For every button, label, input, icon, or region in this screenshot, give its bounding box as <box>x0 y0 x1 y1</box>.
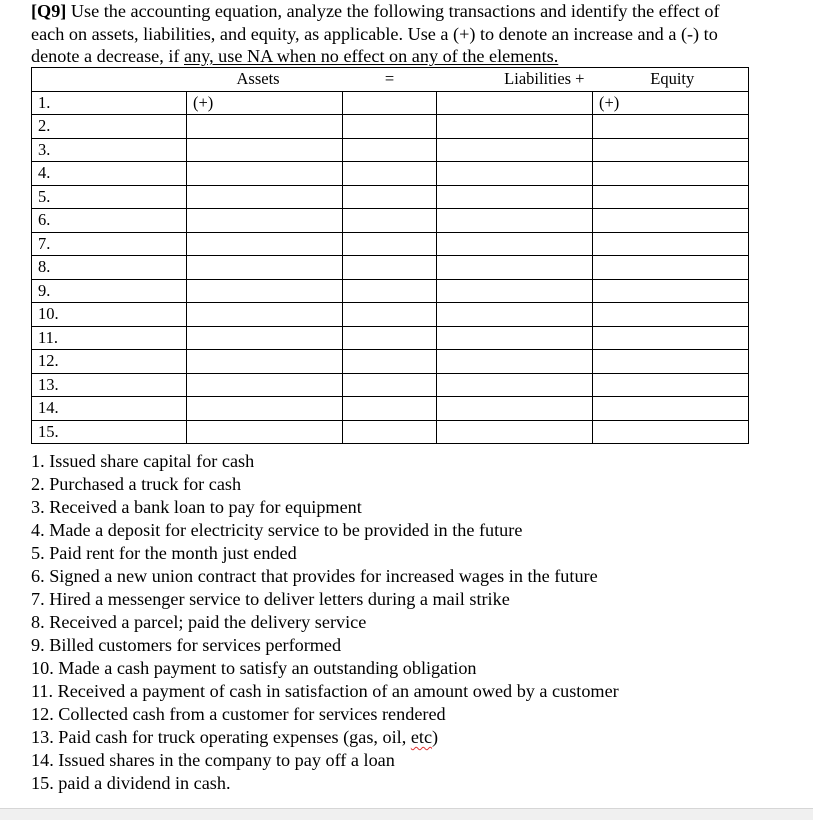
transaction-item: 5. Paid rent for the month just ended <box>31 543 297 563</box>
equals-cell[interactable] <box>343 397 437 421</box>
row-number-cell: 13. <box>32 373 187 397</box>
equity-cell[interactable] <box>593 232 749 256</box>
equity-cell[interactable] <box>593 138 749 162</box>
liabilities-cell[interactable] <box>437 350 593 374</box>
equity-cell[interactable] <box>593 279 749 303</box>
equals-cell[interactable] <box>343 185 437 209</box>
row-number-cell: 9. <box>32 279 187 303</box>
table-row <box>32 397 749 421</box>
equals-cell[interactable] <box>343 350 437 374</box>
equity-cell[interactable] <box>593 115 749 139</box>
table-row <box>32 420 749 444</box>
equals-cell[interactable] <box>343 162 437 186</box>
equals-cell[interactable] <box>343 209 437 233</box>
assets-cell[interactable]: (+) <box>187 91 343 115</box>
assets-cell[interactable] <box>187 350 343 374</box>
equals-cell[interactable] <box>343 91 437 115</box>
assets-cell[interactable] <box>187 303 343 327</box>
assets-cell[interactable] <box>187 162 343 186</box>
question-line-3: denote a decrease, if any, use NA when no effect on any of the elements. <box>31 46 559 66</box>
transaction-item: 10. Made a cash payment to satisfy an outstanding obligation <box>31 658 477 678</box>
table-row <box>32 115 749 139</box>
equals-cell[interactable] <box>343 373 437 397</box>
equity-cell[interactable] <box>593 373 749 397</box>
row-number-cell: 4. <box>32 162 187 186</box>
transaction-item: 8. Received a parcel; paid the delivery service <box>31 612 367 632</box>
transaction-item: 3. Received a bank loan to pay for equipment <box>31 497 362 517</box>
transaction-item: 14. Issued shares in the company to pay off a loan <box>31 750 395 770</box>
row-number-cell: 8. <box>32 256 187 280</box>
transaction-item: 12. Collected cash from a customer for services rendered <box>31 704 446 724</box>
table-row <box>32 350 749 374</box>
table-row <box>32 185 749 209</box>
assets-cell[interactable] <box>187 373 343 397</box>
row-number-cell: 6. <box>32 209 187 233</box>
equals-cell[interactable] <box>343 138 437 162</box>
liabilities-cell[interactable] <box>437 162 593 186</box>
question-line-2: each on assets, liabilities, and equity, as applicable. Use a (+) to denote an increase and a (-) to <box>31 23 718 44</box>
liabilities-cell[interactable] <box>437 232 593 256</box>
liabilities-cell[interactable] <box>437 326 593 350</box>
liabilities-cell[interactable] <box>437 138 593 162</box>
row-number-cell: 11. <box>32 326 187 350</box>
assets-cell[interactable] <box>187 209 343 233</box>
transaction-item: 1. Issued share capital for cash <box>31 451 255 471</box>
table-row <box>32 232 749 256</box>
equity-cell[interactable] <box>593 420 749 444</box>
equals-cell[interactable] <box>343 326 437 350</box>
transaction-item: 13. Paid cash for truck operating expenses (gas, oil, etc) <box>31 727 439 747</box>
transaction-item: 9. Billed customers for services performed <box>31 635 342 655</box>
assets-cell[interactable] <box>187 279 343 303</box>
row-number-cell: 2. <box>32 115 187 139</box>
table-row <box>32 326 749 350</box>
question-line-1: [Q9] Use the accounting equation, analyze the following transactions and identify the effect of <box>31 1 720 21</box>
table-row <box>32 373 749 397</box>
table-header-row <box>32 68 749 92</box>
equals-cell[interactable] <box>343 420 437 444</box>
header-equals: = <box>343 68 437 92</box>
question-text <box>31 0 801 68</box>
liabilities-cell[interactable] <box>437 256 593 280</box>
assets-cell[interactable] <box>187 326 343 350</box>
spellcheck-word: etc <box>410 727 433 747</box>
row-number-cell: 3. <box>32 138 187 162</box>
accounting-equation-table <box>31 67 749 444</box>
equals-cell[interactable] <box>343 303 437 327</box>
row-number-cell: 14. <box>32 397 187 421</box>
equals-cell[interactable] <box>343 115 437 139</box>
liabilities-cell[interactable] <box>437 209 593 233</box>
header-equity: Equity <box>593 68 749 92</box>
liabilities-cell[interactable] <box>437 185 593 209</box>
assets-cell[interactable] <box>187 115 343 139</box>
row-number-cell: 7. <box>32 232 187 256</box>
table-row <box>32 162 749 186</box>
equity-cell[interactable] <box>593 303 749 327</box>
liabilities-cell[interactable] <box>437 303 593 327</box>
table-row <box>32 91 749 115</box>
liabilities-cell[interactable] <box>437 420 593 444</box>
liabilities-cell[interactable] <box>437 91 593 115</box>
transaction-item: 11. Received a payment of cash in satisfaction of an amount owed by a customer <box>31 681 619 701</box>
equity-cell[interactable]: (+) <box>593 91 749 115</box>
liabilities-cell[interactable] <box>437 115 593 139</box>
header-liabilities: Liabilities + <box>437 68 593 92</box>
equity-cell[interactable] <box>593 256 749 280</box>
transaction-item: 6. Signed a new union contract that provides for increased wages in the future <box>31 566 598 586</box>
equity-cell[interactable] <box>593 350 749 374</box>
page-bottom-bar <box>0 808 813 820</box>
liabilities-cell[interactable] <box>437 397 593 421</box>
row-number-cell: 15. <box>32 420 187 444</box>
assets-cell[interactable] <box>187 185 343 209</box>
equals-cell[interactable] <box>343 279 437 303</box>
table-row <box>32 209 749 233</box>
assets-cell[interactable] <box>187 420 343 444</box>
equity-cell[interactable] <box>593 326 749 350</box>
transaction-item: 4. Made a deposit for electricity service to be provided in the future <box>31 520 523 540</box>
assets-cell[interactable] <box>187 397 343 421</box>
equity-cell[interactable] <box>593 397 749 421</box>
row-number-cell: 10. <box>32 303 187 327</box>
table-row <box>32 138 749 162</box>
equity-cell[interactable] <box>593 185 749 209</box>
header-assets: Assets <box>187 68 343 92</box>
transaction-list <box>31 450 619 795</box>
equity-cell[interactable] <box>593 209 749 233</box>
equals-cell[interactable] <box>343 232 437 256</box>
equity-cell[interactable] <box>593 162 749 186</box>
table-row <box>32 303 749 327</box>
question-number: [Q9] <box>31 1 67 21</box>
table-row <box>32 256 749 280</box>
table-row <box>32 279 749 303</box>
transaction-item: 15. paid a dividend in cash. <box>31 773 231 793</box>
equals-cell[interactable] <box>343 256 437 280</box>
liabilities-cell[interactable] <box>437 279 593 303</box>
assets-cell[interactable] <box>187 232 343 256</box>
row-number-cell: 1. <box>32 91 187 115</box>
row-number-cell: 12. <box>32 350 187 374</box>
assets-cell[interactable] <box>187 138 343 162</box>
liabilities-cell[interactable] <box>437 373 593 397</box>
row-number-cell: 5. <box>32 185 187 209</box>
assets-cell[interactable] <box>187 256 343 280</box>
transaction-item: 2. Purchased a truck for cash <box>31 474 242 494</box>
transaction-item: 7. Hired a messenger service to deliver letters during a mail strike <box>31 589 510 609</box>
